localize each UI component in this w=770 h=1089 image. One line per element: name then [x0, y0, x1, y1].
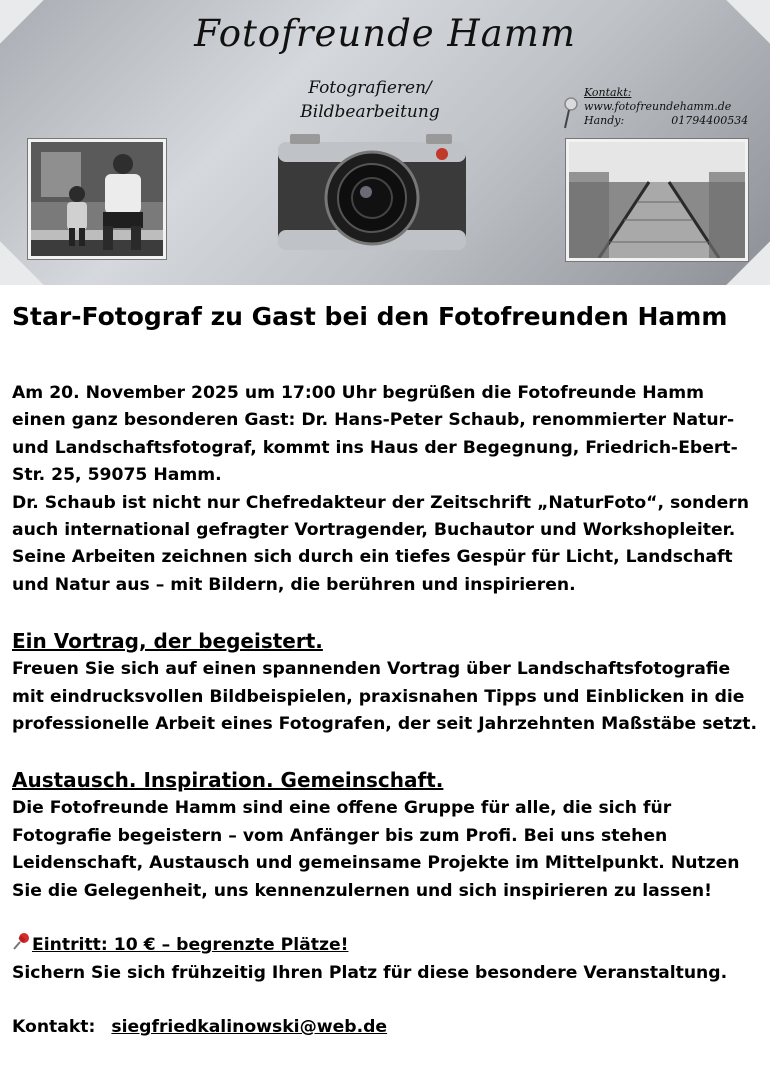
section-text: Die Fotofreunde Hamm sind eine offene Gruppe für alle, die sich für Fotografie begeistern – vom Anfänger bis zum Profi. Bei uns stehen Leidenschaft, Austausch und gemeinsame Projekte im Mittelpunkt. Nutzen Sie die Gelegenheit, uns kennenzulernen und sich inspirieren zu lassen!: [12, 798, 740, 901]
banner-contact-label: Kontakt:: [584, 86, 632, 99]
entry-text: Sichern Sie sich frühzeitig Ihren Platz für diese besondere Veranstaltung.: [12, 962, 728, 983]
club-name: Fotofreunde Hamm: [194, 12, 576, 55]
pushpin-icon: [12, 932, 32, 950]
camera-image: [276, 134, 468, 254]
tagline-line: Fotografieren/: [308, 78, 432, 98]
banner-phone-row: [584, 114, 762, 128]
family-photo: [28, 139, 166, 259]
headline: Star-Fotograf zu Gast bei den Fotofreunden Hamm: [12, 302, 728, 331]
section-title: Austausch. Inspiration. Gemeinschaft.: [12, 768, 444, 793]
entry-title: Eintritt: 10 € – begrenzte Plätze!: [32, 935, 349, 956]
banner-phone-label: Handy:: [584, 114, 625, 127]
tagline: [270, 76, 470, 124]
intro-paragraph: Am 20. November 2025 um 17:00 Uhr begrüßen die Fotofreunde Hamm einen ganz besonderen Gast: Dr. Hans-Peter Schaub, renommierter Natur- und Landschaftsfotograf, kommt ins Haus der Begegnung, Friedrich-Ebert-Str. 25, 59075 Hamm.: [12, 383, 738, 486]
contact-label: Kontakt:: [12, 1016, 96, 1037]
article: [12, 290, 760, 1041]
section-text: Freuen Sie sich auf einen spannenden Vortrag über Landschaftsfotografie mit eindrucksvollen Bildbeispielen, praxisnahen Tipps und Einblicken in die professionelle Arbeit eines Fotografen, der seit Jahrzehnten Maßstäbe setzt.: [12, 659, 758, 735]
section-title: Ein Vortrag, der begeistert.: [12, 629, 323, 654]
entry-fee: [12, 932, 760, 959]
magnifier-icon: [562, 96, 582, 130]
banner-website[interactable]: www.fotofreundehamm.de: [584, 100, 732, 113]
header-banner: [0, 0, 770, 285]
banner-phone: 01794400534: [671, 114, 749, 127]
contact-line: [12, 1014, 760, 1041]
tagline-line: Bildbearbeitung: [300, 102, 440, 122]
intro-paragraph: Dr. Schaub ist nicht nur Chefredakteur der Zeitschrift „NaturFoto“, sondern auch international gefragter Vortragender, Buchautor und Workshopleiter. Seine Arbeiten zeichnen sich durch ein tiefes Gespür für Licht, Landschaft und Natur aus – mit Bildern, die berühren und inspirieren.: [12, 492, 749, 595]
banner-contact: [584, 86, 762, 128]
boardwalk-photo: [566, 139, 748, 261]
contact-email-link[interactable]: siegfriedkalinowski@web.de: [111, 1016, 388, 1037]
